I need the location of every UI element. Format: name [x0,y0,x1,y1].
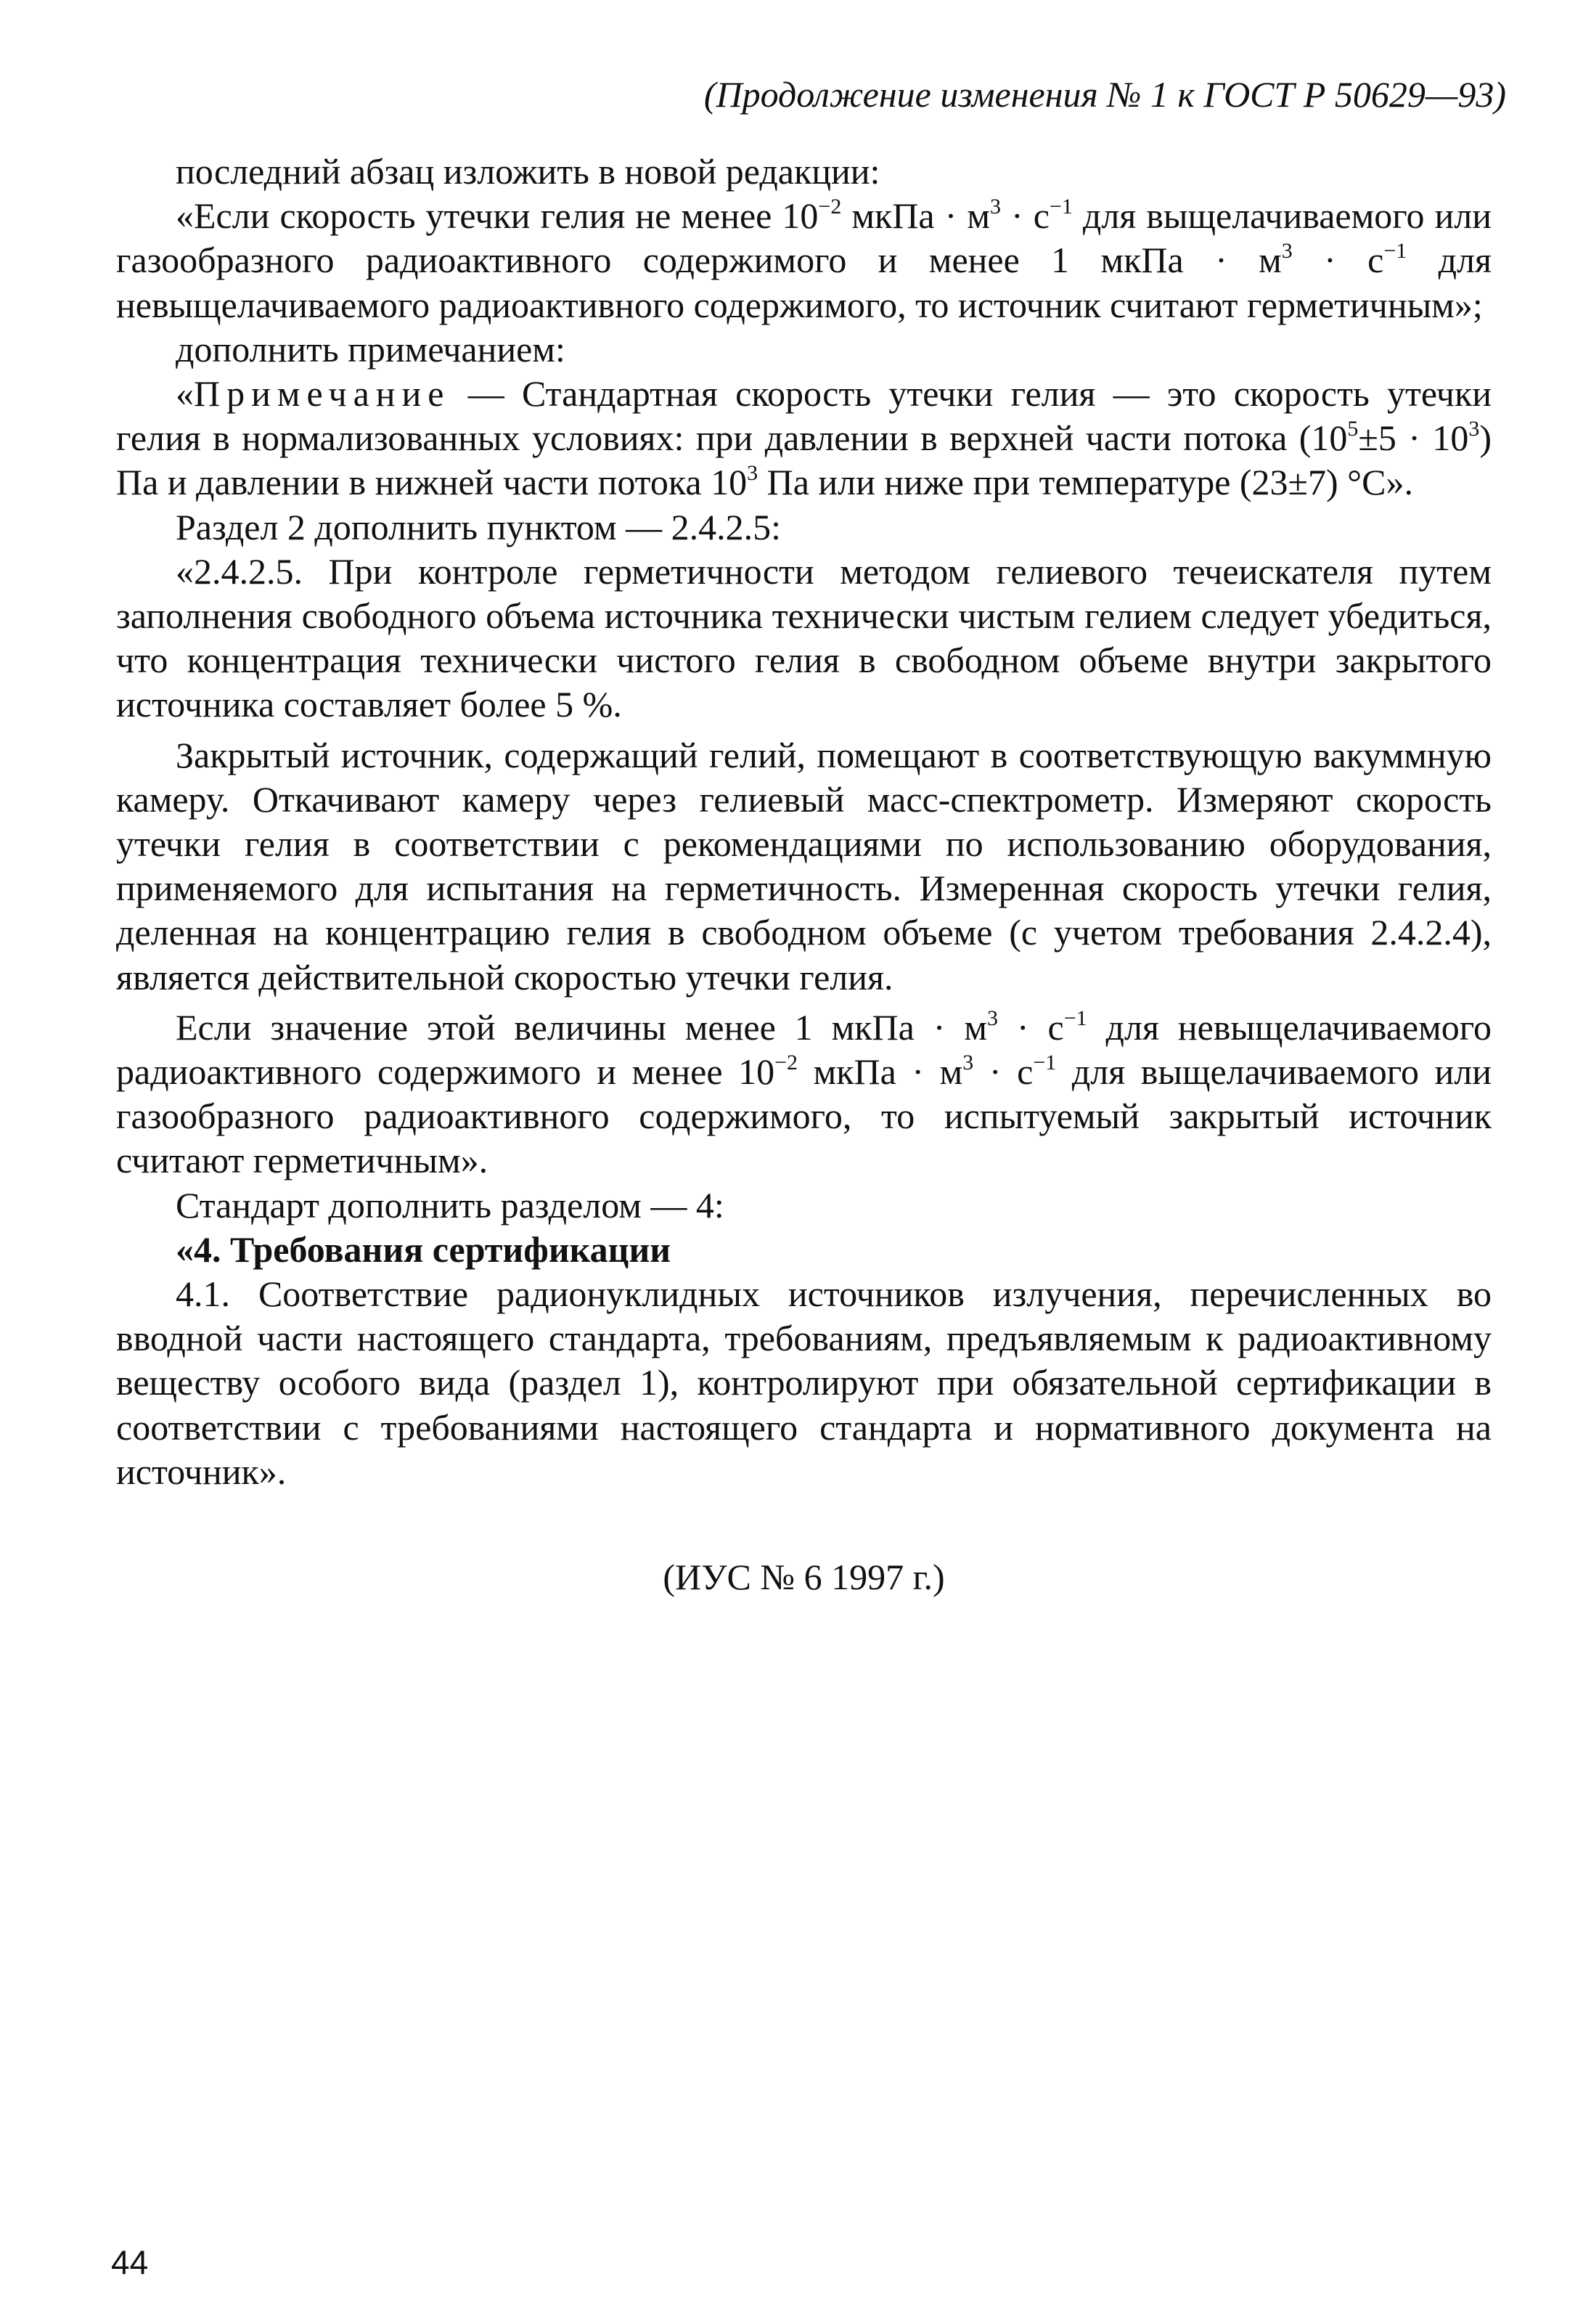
section-4-heading: «4. Требования сертификации [176,1228,671,1270]
document-page [116,73,1506,1599]
paragraph-quoted-criterion: «Если скорость утечки гелия не менее $10^{-2}$ мкПа · $м^3 \cdot с^{-1}$ для выщелачиваемого или газообразного радиоактивного содержимого и менее 1 мкПа · $м^3 \cdot с^{-1}$ для невыщелачиваемого радиоактивного содержимого, то источник считают герметичным»; [116,195,1492,325]
running-header: (Продолжение изменения № 1 к ГОСТ Р 50629—93) [703,74,1506,115]
paragraph-add-note: дополнить примечанием: [176,328,565,370]
paragraph-section-4-add: Стандарт дополнить разделом — 4: [176,1184,724,1226]
paragraph-intro: последний абзац изложить в новой редакции: [176,151,880,192]
note-label: Примечание [194,373,451,415]
page-number: 44 [111,2243,149,2281]
issue-reference: (ИУС № 6 1997 г.) [663,1557,945,1598]
paragraph-2-4-2-5: «2.4.2.5. При контроле герметичности методом гелиевого течеискателя путем заполнения свободного объема источника технически чистым гелием следует убедиться, что концентрация технически чистого гелия в свободном объеме внутри закрытого источника составляет более 5 %. [116,550,1492,725]
document-body [116,150,1492,1494]
paragraph-note: «Примечание — Стандартная скорость утечки гелия — это скорость утечки гелия в нормализованных условиях: при давлении в верхней части потока $(10^5\pm 5 \cdot 10^3)$ Па и давлении в нижней части потока $10^3$ Па или ниже при температуре (23±7) °С». [116,373,1492,503]
paragraph-section-2-add: Раздел 2 дополнить пунктом — 2.4.2.5: [176,506,782,547]
paragraph-leak-criterion: Если значение этой величины менее 1 мкПа · $м^3 \cdot с^{-1}$ для невыщелачиваемого радиоактивного содержимого и менее $10^{-2}$ мкПа · $м^3 \cdot с^{-1}$ для выщелачиваемого или газообразного радиоактивного содержимого, то испытуемый закрытый источник считают герметичным». [116,1006,1492,1181]
paragraph-4-1: 4.1. Соответствие радионуклидных источников излучения, перечисленных во вводной части настоящего стандарта, требованиям, предъявляемым к радиоактивному веществу особого вида (раздел 1), контролируют при обязательной сертификации в соответствии с требованиями настоящего стандарта и нормативного документа на источник». [116,1273,1492,1492]
paragraph-vacuum-chamber: Закрытый источник, содержащий гелий, помещают в соответствующую вакуммную камеру. Откачивают камеру через гелиевый масс-спектрометр. Измеряют скорость утечки гелия в соответствии с рекомендациями по использованию оборудования, применяемого для испытания на герметичность. Измеренная скорость утечки гелия, деленная на концентрацию гелия в свободном объеме (с учетом требования 2.4.2.4), является действительной скоростью утечки гелия. [116,734,1492,998]
